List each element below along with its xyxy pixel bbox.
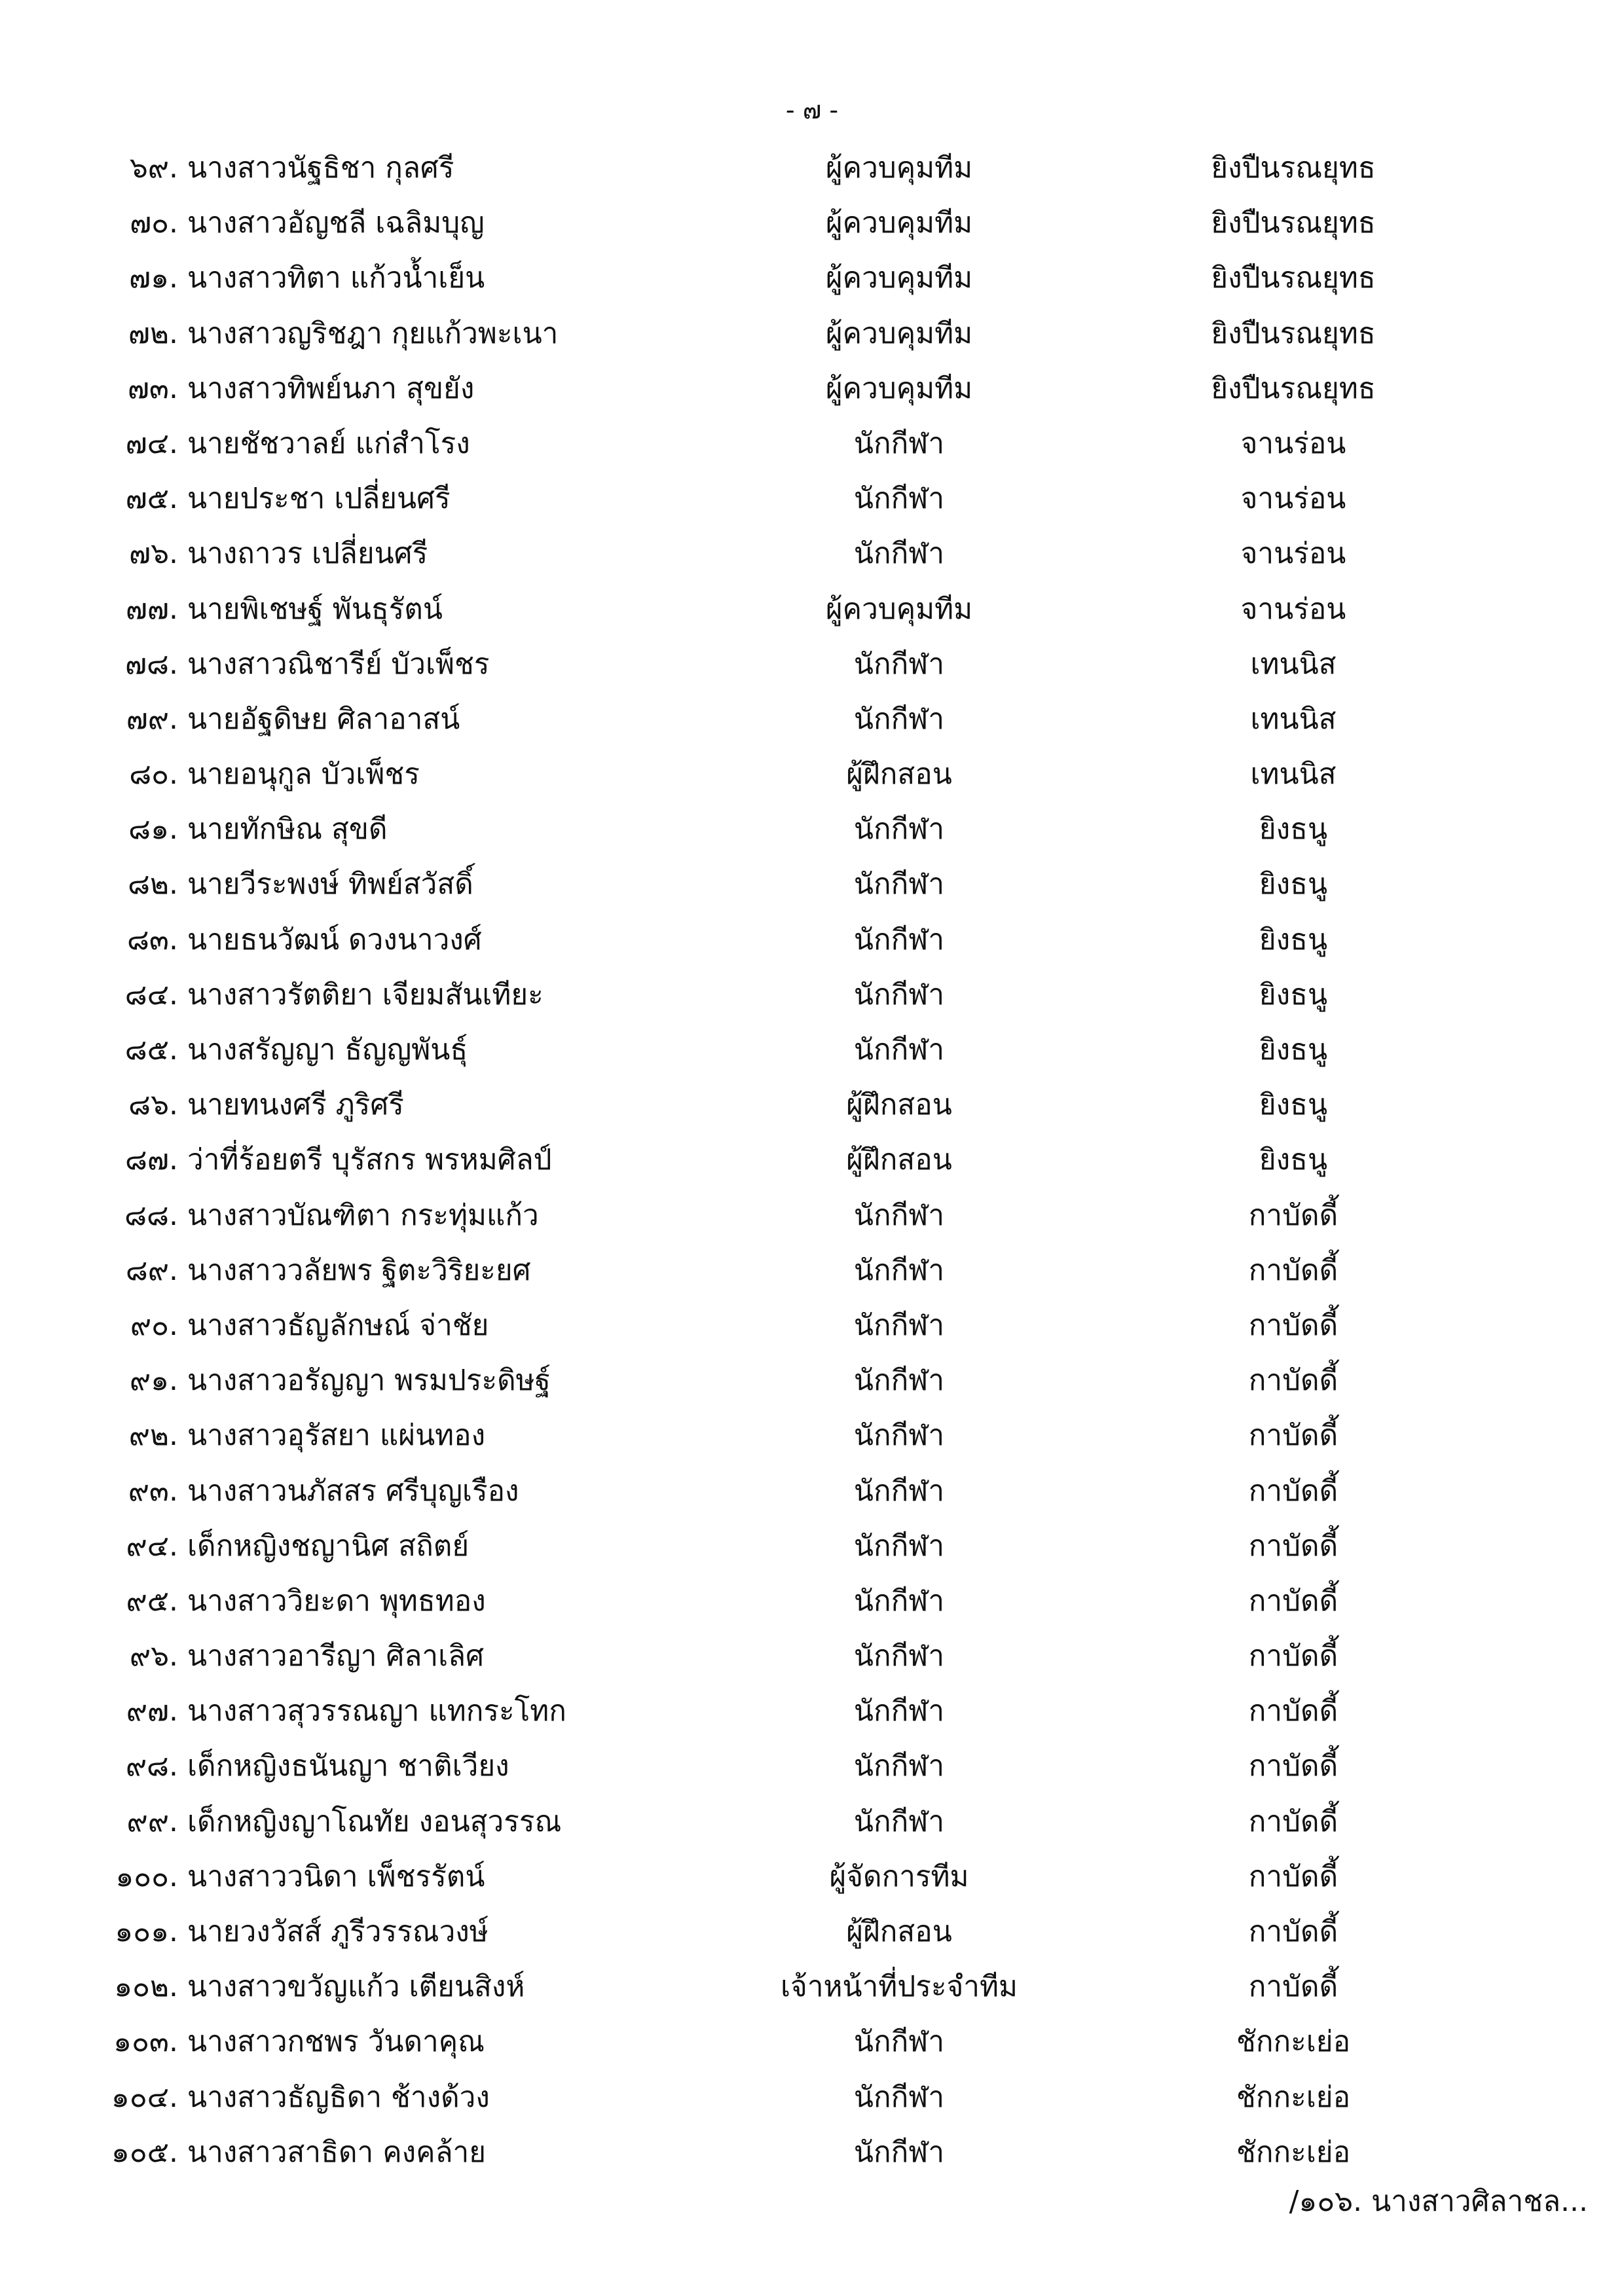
sport-type: เทนนิส [1250,702,1337,736]
person-role: ผู้ฝึกสอน [846,1088,952,1122]
person-role: นักกีฬา [853,1033,945,1066]
person-role: นักกีฬา [853,1694,945,1728]
list-item [0,752,1624,807]
person-name: นายประชา เปลี่ยนศรี [187,482,451,516]
person-name: นางสรัญญา ธัญญพันธุ์ [187,1033,468,1066]
list-item [0,1303,1624,1358]
item-number: ๙๐. [130,1308,178,1342]
sport-type: ชักกะเย่อ [1236,2080,1351,2114]
person-name: นางสาวธัญธิดา ช้างด้วง [187,2080,490,2114]
person-role: นักกีฬา [853,2135,945,2169]
item-number: ๙๒. [128,1419,178,1453]
sport-type: กาบัดดี้ [1248,1970,1338,2004]
list-item [0,200,1624,255]
person-name: นางสาวทิพย์นภา สุขยัง [187,371,475,405]
person-name: นางสาววิยะดา พุทธทอง [187,1584,486,1618]
item-number: ๗๑. [128,261,178,295]
list-item [0,697,1624,752]
person-name: นางสาวอัญชลี เฉลิมบุญ [187,206,485,240]
person-role: ผู้ควบคุมทีม [825,592,973,626]
item-number: ๙๔. [126,1529,178,1563]
item-number: ๗๐. [130,206,178,240]
item-number: ๘๑. [128,812,178,847]
item-number: ๗๒. [128,316,178,350]
person-name: นายทักษิณ สุขดี [187,812,388,847]
person-role: ผู้จัดการทีม [829,1859,969,1893]
person-role: นักกีฬา [853,2025,945,2059]
item-number: ๘๐. [129,757,178,792]
item-number: ๑๐๔. [111,2080,178,2114]
list-item [0,807,1624,862]
item-number: ๘๘. [124,1198,178,1232]
person-role: นักกีฬา [853,1584,945,1618]
person-role: นักกีฬา [853,537,945,571]
sport-type: เทนนิส [1250,757,1337,792]
sport-type: กาบัดดี้ [1248,1364,1338,1398]
list-item [0,972,1624,1027]
continuation-note: /๑๐๖. นางสาวศิลาชล... [1289,2185,1588,2218]
person-role: นักกีฬา [853,1804,945,1838]
item-number: ๙๑. [129,1364,178,1398]
sport-type: ยิงธนู [1259,922,1328,957]
list-item [0,1082,1624,1137]
person-role: ผู้ฝึกสอน [846,1915,952,1948]
list-item [0,2019,1624,2074]
person-name: นายวีระพงษ์ ทิพย์สวัสดิ์ [187,867,473,902]
item-number: ๑๐๕. [111,2135,178,2169]
item-number: ๑๐๑. [115,1915,178,1948]
list-item [0,1193,1624,1248]
sport-type: จานร่อน [1240,537,1346,571]
person-name: นางสาวณิชารีย์ บัวเพ็ชร [187,647,490,681]
list-item [0,1688,1624,1743]
sport-type: ยิงธนู [1259,1143,1328,1177]
person-role: นักกีฬา [853,1253,945,1287]
person-role: นักกีฬา [853,647,945,681]
list-item [0,531,1624,586]
list-item [0,1799,1624,1854]
person-role: ผู้ควบคุมทีม [825,316,973,350]
list-item [0,2075,1624,2130]
list-item [0,145,1624,200]
sport-type: ยิงธนู [1259,1088,1328,1122]
list-item [0,1633,1624,1688]
person-name: นายชัชวาลย์ แก่สำโรง [187,426,470,460]
item-number: ๘๕. [124,1033,178,1066]
person-role: ผู้ควบคุมทีม [825,151,973,185]
list-item [0,421,1624,476]
list-item [0,1964,1624,2019]
item-number: ๘๔. [124,977,178,1011]
list-item [0,1523,1624,1578]
item-number: ๗๕. [125,482,178,516]
person-role: ผู้ควบคุมทีม [825,206,973,240]
sport-type: ยิงปืนรณยุทธ [1211,316,1376,350]
list-item [0,2130,1624,2185]
item-number: ๗๓. [127,371,178,405]
person-name: นางสาวนัฐธิชา กุลศรี [187,151,454,185]
item-number: ๘๓. [126,922,178,957]
person-role: นักกีฬา [853,1198,945,1232]
person-name: นางสาวทิตา แก้วน้ำเย็น [187,261,485,295]
person-name: นางสาววนิดา เพ็ชรรัตน์ [187,1859,485,1893]
sport-type: ชักกะเย่อ [1236,2135,1351,2169]
list-item [0,255,1624,310]
person-name: นางสาวอารีญา ศิลาเลิศ [187,1639,485,1673]
person-role: นักกีฬา [853,482,945,516]
sport-type: ยิงปืนรณยุทธ [1211,151,1376,185]
item-number: ๙๘. [125,1749,178,1783]
person-name: นางสาวอุรัสยา แผ่นทอง [187,1419,486,1453]
list-item [0,1358,1624,1413]
person-role: ผู้ฝึกสอน [846,1143,952,1177]
item-number: ๑๐๐. [115,1859,178,1893]
list-item [0,1137,1624,1192]
person-role: นักกีฬา [853,1474,945,1508]
person-name: นางสาวนภัสสร ศรีบุญเรือง [187,1474,519,1508]
sport-type: กาบัดดี้ [1248,1253,1338,1287]
sport-type: ยิงปืนรณยุทธ [1211,261,1376,295]
sport-type: ชักกะเย่อ [1236,2025,1351,2059]
item-number: ๗๘. [124,647,178,681]
item-number: ๙๕. [126,1584,178,1618]
item-number: ๖๙. [129,151,178,185]
person-role: นักกีฬา [853,1529,945,1563]
item-number: ๗๗. [125,592,178,626]
person-role: นักกีฬา [853,1419,945,1453]
sport-type: ยิงปืนรณยุทธ [1211,206,1376,240]
person-role: นักกีฬา [853,1308,945,1342]
sport-type: ยิงธนู [1259,867,1328,902]
sport-type: กาบัดดี้ [1248,1639,1338,1673]
list-item [0,587,1624,642]
item-number: ๙๖. [129,1639,178,1673]
item-number: ๑๐๒. [114,1970,178,2004]
person-name: นายอัฐดิษย ศิลาอาสน์ [187,702,460,736]
person-name: นางสาวขวัญแก้ว เตียนสิงห์ [187,1970,525,2004]
person-name: นางสาวกชพร วันดาคุณ [187,2025,485,2059]
sport-type: กาบัดดี้ [1248,1859,1338,1893]
person-role: นักกีฬา [853,702,945,736]
list-item [0,311,1624,366]
person-name: นายวงวัสส์ ภูรีวรรณวงษ์ [187,1915,489,1948]
person-role: นักกีฬา [853,922,945,957]
person-name: นายพิเชษฐ์ พันธุรัตน์ [187,592,443,626]
sport-type: ยิงธนู [1259,1033,1328,1066]
person-name: เด็กหญิงธนันญา ชาติเวียง [187,1749,509,1783]
item-number: ๘๙. [125,1253,178,1287]
list-item [0,1468,1624,1523]
person-role: นักกีฬา [853,1364,945,1398]
person-role: ผู้ควบคุมทีม [825,261,973,295]
sport-type: จานร่อน [1240,592,1346,626]
person-role: ผู้ควบคุมทีม [825,371,973,405]
sport-type: ยิงธนู [1259,977,1328,1011]
person-name: นายทนงศรี ภูริศรี [187,1088,404,1122]
item-number: ๗๖. [128,537,178,571]
person-name: เด็กหญิงชญานิศ สถิตย์ [187,1529,470,1563]
list-item [0,1854,1624,1909]
list-item [0,1248,1624,1303]
person-name: นางสาวธัญลักษณ์ จ่าชัย [187,1308,489,1342]
person-name: นางสาวอรัญญา พรมประดิษฐ์ [187,1364,551,1398]
sport-type: กาบัดดี้ [1248,1474,1338,1508]
person-role: นักกีฬา [853,426,945,460]
person-name: นางสาวรัตติยา เจียมสันเทียะ [187,977,544,1011]
person-name: นางถาวร เปลี่ยนศรี [187,537,428,571]
list-item [0,476,1624,531]
sport-type: ยิงธนู [1259,812,1328,847]
person-name: นายอนุกูล บัวเพ็ชร [187,757,420,792]
person-role: นักกีฬา [853,1749,945,1783]
participant-list [0,145,1624,2185]
sport-type: กาบัดดี้ [1248,1198,1338,1232]
item-number: ๗๔. [125,426,178,460]
list-item [0,1413,1624,1468]
sport-type: เทนนิส [1250,647,1337,681]
list-item [0,1027,1624,1082]
item-number: ๙๓. [128,1474,178,1508]
item-number: ๘๖. [128,1088,178,1122]
sport-type: กาบัดดี้ [1248,1529,1338,1563]
item-number: ๙๙. [126,1804,178,1838]
page-number: - ๗ - [785,96,839,124]
person-name: นางสาวสุวรรณญา แทกระโทก [187,1694,566,1728]
item-number: ๘๗. [124,1143,178,1177]
sport-type: กาบัดดี้ [1248,1915,1338,1948]
list-item [0,366,1624,421]
person-role: นักกีฬา [853,867,945,902]
item-number: ๘๒. [128,867,178,902]
person-name: เด็กหญิงญาโณทัย งอนสุวรรณ [187,1804,562,1838]
sport-type: กาบัดดี้ [1248,1308,1338,1342]
person-role: นักกีฬา [853,977,945,1011]
sport-type: จานร่อน [1240,426,1346,460]
sport-type: กาบัดดี้ [1248,1584,1338,1618]
person-role: นักกีฬา [853,2080,945,2114]
sport-type: กาบัดดี้ [1248,1804,1338,1838]
sport-type: กาบัดดี้ [1248,1749,1338,1783]
list-item [0,862,1624,917]
item-number: ๑๐๓. [113,2025,178,2059]
sport-type: ยิงปืนรณยุทธ [1211,371,1376,405]
item-number: ๙๗. [126,1694,178,1728]
person-name: นายธนวัฒน์ ดวงนาวงศ์ [187,922,482,957]
list-item [0,642,1624,697]
person-name: นางสาววลัยพร ฐิตะวิริยะยศ [187,1253,531,1287]
item-number: ๗๙. [126,702,178,736]
list-item [0,1578,1624,1633]
person-role: นักกีฬา [853,812,945,847]
person-role: นักกีฬา [853,1639,945,1673]
sport-type: กาบัดดี้ [1248,1694,1338,1728]
person-role: เจ้าหน้าที่ประจำทีม [780,1970,1018,2004]
list-item [0,1909,1624,1964]
person-name: นางสาวญริชฎา กุยแก้วพะเนา [187,316,559,350]
person-name: ว่าที่ร้อยตรี บุรัสกร พรหมศิลป์ [187,1143,552,1177]
sport-type: จานร่อน [1240,482,1346,516]
list-item [0,917,1624,972]
sport-type: กาบัดดี้ [1248,1419,1338,1453]
person-name: นางสาวสาธิดา คงคล้าย [187,2135,487,2169]
person-role: ผู้ฝึกสอน [846,757,952,792]
person-name: นางสาวบัณฑิตา กระทุ่มแก้ว [187,1198,539,1232]
list-item [0,1743,1624,1798]
